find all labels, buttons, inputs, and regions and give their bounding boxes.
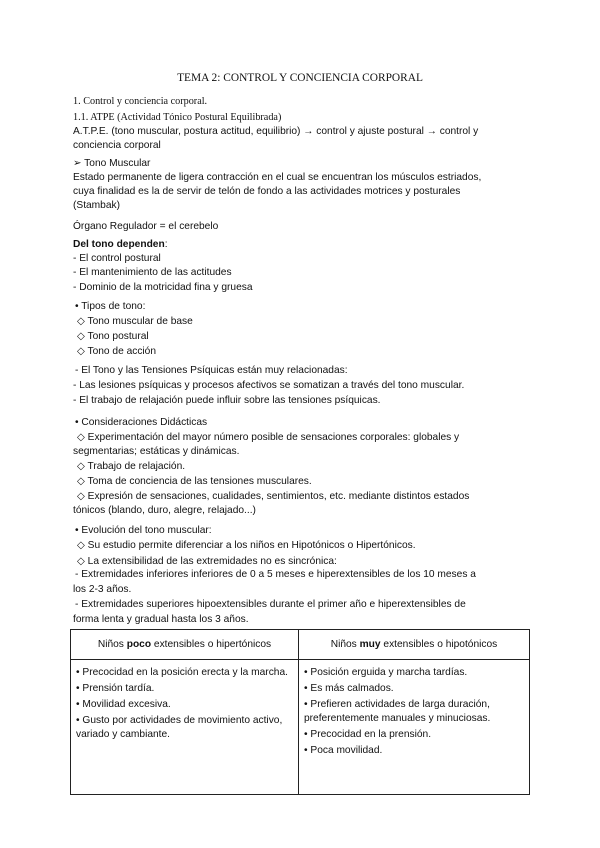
table-row [71, 660, 530, 795]
section-heading: 1. Control y conciencia corporal. [73, 96, 208, 107]
didacticas-line: tónicos (blando, duro, alegre, relajado...) [73, 505, 256, 516]
didacticas-line: segmentarias; estáticas y dinámicas. [73, 446, 240, 457]
tono-definition-line: Estado permanente de ligera contracción en el cual se encuentran los músculos estriados, [73, 172, 482, 183]
tensiones-item: - Las lesiones psíquicas y procesos afectivos se somatizan a través del tono muscular. [73, 380, 465, 391]
table-header-row [71, 630, 530, 660]
list-item: • Es más calmados. [304, 683, 394, 694]
evolucion-line: ◇ Su estudio permite diferenciar a los niños en Hipotónicos o Hipertónicos. [77, 540, 416, 551]
list-item: • Precocidad en la prensión. [304, 729, 432, 740]
table-cell-hypertonic [71, 660, 299, 795]
table-header-hypotonic: Niños muy extensibles o hipotónicos [299, 630, 530, 660]
tipos-item: ◇ Tono postural [77, 331, 149, 342]
didacticas-heading: • Consideraciones Didácticas [75, 417, 208, 428]
didacticas-line: ◇ Expresión de sensaciones, cualidades, sentimientos, etc. mediante distintos estados [77, 491, 470, 502]
comparison-table [70, 629, 530, 795]
evolucion-line: ◇ La extensibilidad de las extremidades no es sincrónica: [77, 556, 337, 567]
tipos-item: ◇ Tono muscular de base [77, 316, 193, 327]
tensiones-heading: - El Tono y las Tensiones Psíquicas están muy relacionadas: [75, 365, 348, 376]
tipos-heading: • Tipos de tono: [75, 301, 146, 312]
list-item: • Poca movilidad. [304, 745, 383, 756]
depend-item: - Dominio de la motricidad fina y gruesa [73, 282, 253, 293]
tono-heading: ➢ Tono Muscular [73, 158, 151, 169]
table-header-hypertonic: Niños poco extensibles o hipertónicos [71, 630, 299, 660]
didacticas-line: ◇ Experimentación del mayor número posible de sensaciones corporales: globales y [77, 432, 460, 443]
evolucion-line: - Extremidades inferiores inferiores de 0 a 5 meses e hiperextensibles de los 10 meses a [75, 569, 476, 580]
atpe-line: A.T.P.E. (tono muscular, postura actitud, equilibrio) → control y ajuste postural → control y [73, 126, 479, 137]
evolucion-line: los 2-3 años. [73, 584, 132, 595]
tensiones-item: - El trabajo de relajación puede influir sobre las tensiones psíquicas. [73, 395, 381, 406]
depend-heading [73, 238, 168, 252]
depend-heading-colon: : [164, 239, 168, 250]
tono-definition-line: (Stambak) [73, 200, 120, 211]
subsection-heading: 1.1. ATPE (Actividad Tónico Postural Equilibrada) [73, 112, 282, 123]
evolucion-line: forma lenta y gradual hasta los 3 años. [73, 614, 249, 625]
tipos-item: ◇ Tono de acción [77, 346, 157, 357]
tono-definition-line: cuya finalidad es la de servir de telón de fondo a las actividades motrices y posturales [73, 186, 461, 197]
list-item: • Gusto por actividades de movimiento activo, variado y cambiante. [76, 715, 283, 740]
didacticas-line: ◇ Toma de conciencia de las tensiones musculares. [77, 476, 312, 487]
list-item: • Precocidad en la posición erecta y la marcha. [76, 667, 288, 678]
didacticas-line: ◇ Trabajo de relajación. [77, 461, 186, 472]
page-title: TEMA 2: CONTROL Y CONCIENCIA CORPORAL [177, 72, 423, 84]
list-item: • Posición erguida y marcha tardías. [304, 667, 468, 678]
list-item: • Prefieren actividades de larga duración, preferentemente manuales y minuciosas. [304, 699, 491, 724]
evolucion-heading: • Evolución del tono muscular: [75, 525, 212, 536]
list-item: • Prensión tardía. [76, 683, 155, 694]
table-cell-hypotonic [299, 660, 530, 795]
evolucion-line: - Extremidades superiores hipoextensibles durante el primer año e hiperextensibles de [75, 599, 466, 610]
list-item: • Movilidad excesiva. [76, 699, 171, 710]
organo-regulador: Órgano Regulador = el cerebelo [73, 221, 219, 232]
atpe-line: conciencia corporal [73, 140, 161, 151]
depend-item: - El mantenimiento de las actitudes [73, 267, 232, 278]
depend-heading-bold: Del tono dependen [73, 239, 165, 250]
depend-item: - El control postural [73, 253, 161, 264]
